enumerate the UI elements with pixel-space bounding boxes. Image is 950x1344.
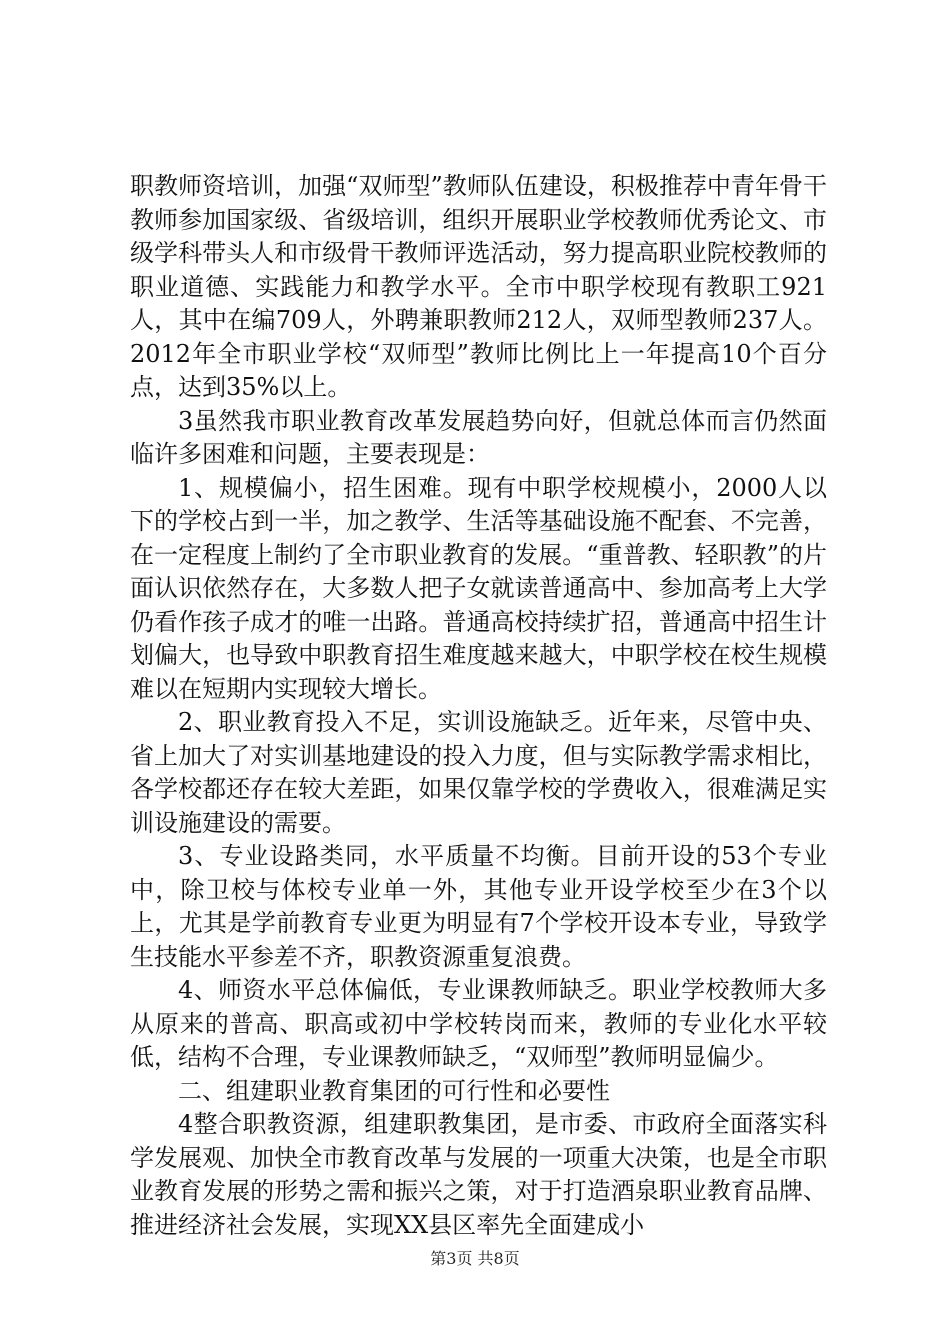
document-body: [130, 170, 827, 1242]
paragraph-section-2-body: 4整合职教资源，组建职教集团，是市委、市政府全面落实科学发展观、加快全市教育改革与发展的一项重大决策，也是全市职业教育发展的形势之需和振兴之策，对于打造酒泉职业教育品牌、推进经济社会发展，实现XX县区率先全面建成小: [130, 1110, 827, 1239]
paragraph-problems-intro: 3虽然我市职业教育改革发展趋势向好，但就总体而言仍然面临许多困难和问题，主要表现是：: [130, 406, 827, 468]
paragraph-problem-2: 2、职业教育投入不足，实训设施缺乏。近年来，尽管中央、省上加大了对实训基地建设的投入力度，但与实际教学需求相比，各学校都还存在较大差距，如果仅靠学校的学费收入，很难满足实训设施建设的需要。: [130, 708, 827, 837]
paragraph-continuation: 职教师资培训，加强“双师型”教师队伍建设，积极推荐中青年骨干教师参加国家级、省级培训，组织开展职业学校教师优秀论文、市级学科带头人和市级骨干教师评选活动，努力提高职业院校教师的职业道德、实践能力和教学水平。全市中职学校现有教职工921人，其中在编709人，外聘兼职教师212人，双师型教师237人。2012年全市职业学校“双师型”教师比例比上一年提高10个百分点，达到35%以上。: [130, 172, 827, 401]
page-number-footer: 第3页 共8页: [430, 1249, 520, 1268]
paragraph-problem-4: 4、师资水平总体偏低，专业课教师缺乏。职业学校教师大多从原来的普高、职高或初中学校转岗而来，教师的专业化水平较低，结构不合理，专业课教师缺乏，“双师型”教师明显偏少。: [130, 976, 827, 1071]
section-heading: 二、组建职业教育集团的可行性和必要性: [178, 1076, 610, 1105]
paragraph-problem-1: 1、规模偏小，招生困难。现有中职学校规模小，2000人以下的学校占到一半，加之教学、生活等基础设施不配套、不完善，在一定程度上制约了全市职业教育的发展。“重普教、轻职教”的片面认识依然存在，大多数人把子女就读普通高中、参加高考上大学仍看作孩子成才的唯一出路。普通高校持续扩招，普通高中招生计划偏大，也导致中职教育招生难度越来越大，中职学校在校生规模难以在短期内实现较大增长。: [130, 473, 827, 703]
paragraph-problem-3: 3、专业设路类同，水平质量不均衡。目前开设的53个专业中，除卫校与体校专业单一外，其他专业开设学校至少在3个以上，尤其是学前教育专业更为明显有7个学校开设本专业，导致学生技能水平参差不齐，职教资源重复浪费。: [130, 842, 827, 971]
